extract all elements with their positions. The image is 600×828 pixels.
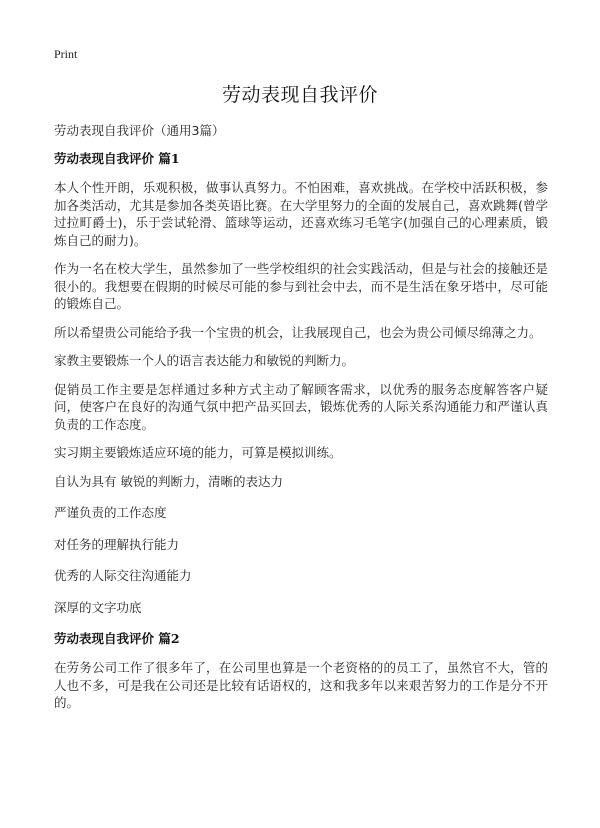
print-label: Print bbox=[54, 47, 78, 61]
paragraph: 对任务的理解执行能力 bbox=[54, 536, 180, 552]
paragraph: 家教主要锻炼一个人的语言表达能力和敏锐的判断力。 bbox=[54, 353, 355, 368]
section-heading: 劳动表现自我评价 篇2 bbox=[54, 631, 180, 646]
paragraph: 实习期主要锻炼适应环境的能力，可算是模拟训练。 bbox=[54, 445, 342, 460]
paragraph: 在劳务公司工作了很多年了，在公司里也算是一个老资格的的员工了，虽然官不大，管的人也不多，可是我在公司还是比较有话语权的，这和我多年以来艰苦努力的工作是分不开的。 bbox=[54, 660, 548, 710]
paragraph: 本人个性开朗，乐观积极，做事认真努力。不怕困难，喜欢挑战。在学校中活跃积极，参加各类活动，尤其是参加各类英语比赛。在大学里努力的全面的发展自己，喜欢跳舞(曾学过拉町爵士)，乐于尝试轮滑、篮球等运动，还喜欢练习毛笔字(加强自己的心理素质，锻炼自己的耐力)。 bbox=[54, 180, 548, 248]
paragraph: 自认为具有 敏锐的判断力，清晰的表达力 bbox=[54, 473, 283, 489]
paragraph: 所以希望贵公司能给予我一个宝贵的机会，让我展现自己，也会为贵公司倾尽绵薄之力。 bbox=[54, 324, 542, 340]
document-body bbox=[54, 150, 548, 723]
paragraph: 优秀的人际交往沟通能力 bbox=[54, 568, 192, 583]
paragraph: 深厚的文字功底 bbox=[54, 599, 142, 615]
paragraph: 作为一名在校大学生，虽然参加了一些学校组织的社会实践活动，但是与社会的接触还是很小的。我想要在假期的时候尽可能的参与到社会中去，而不是生活在象牙塔中，尽可能的锻炼自己。 bbox=[54, 261, 548, 311]
document-title: 劳动表现自我评价 bbox=[221, 84, 378, 106]
paragraph: 严谨负责的工作态度 bbox=[54, 505, 167, 520]
section-heading: 劳动表现自我评价 篇1 bbox=[54, 151, 180, 166]
paragraph: 促销员工作主要是怎样通过多种方式主动了解顾客需求，以优秀的服务态度解答客户疑问，使客户在良好的沟通气氛中把产品买回去，锻炼优秀的人际关系沟通能力和严谨认真负责的工作态度。 bbox=[54, 381, 548, 432]
document-subtitle: 劳动表现自我评价（通用3篇） bbox=[54, 123, 225, 138]
